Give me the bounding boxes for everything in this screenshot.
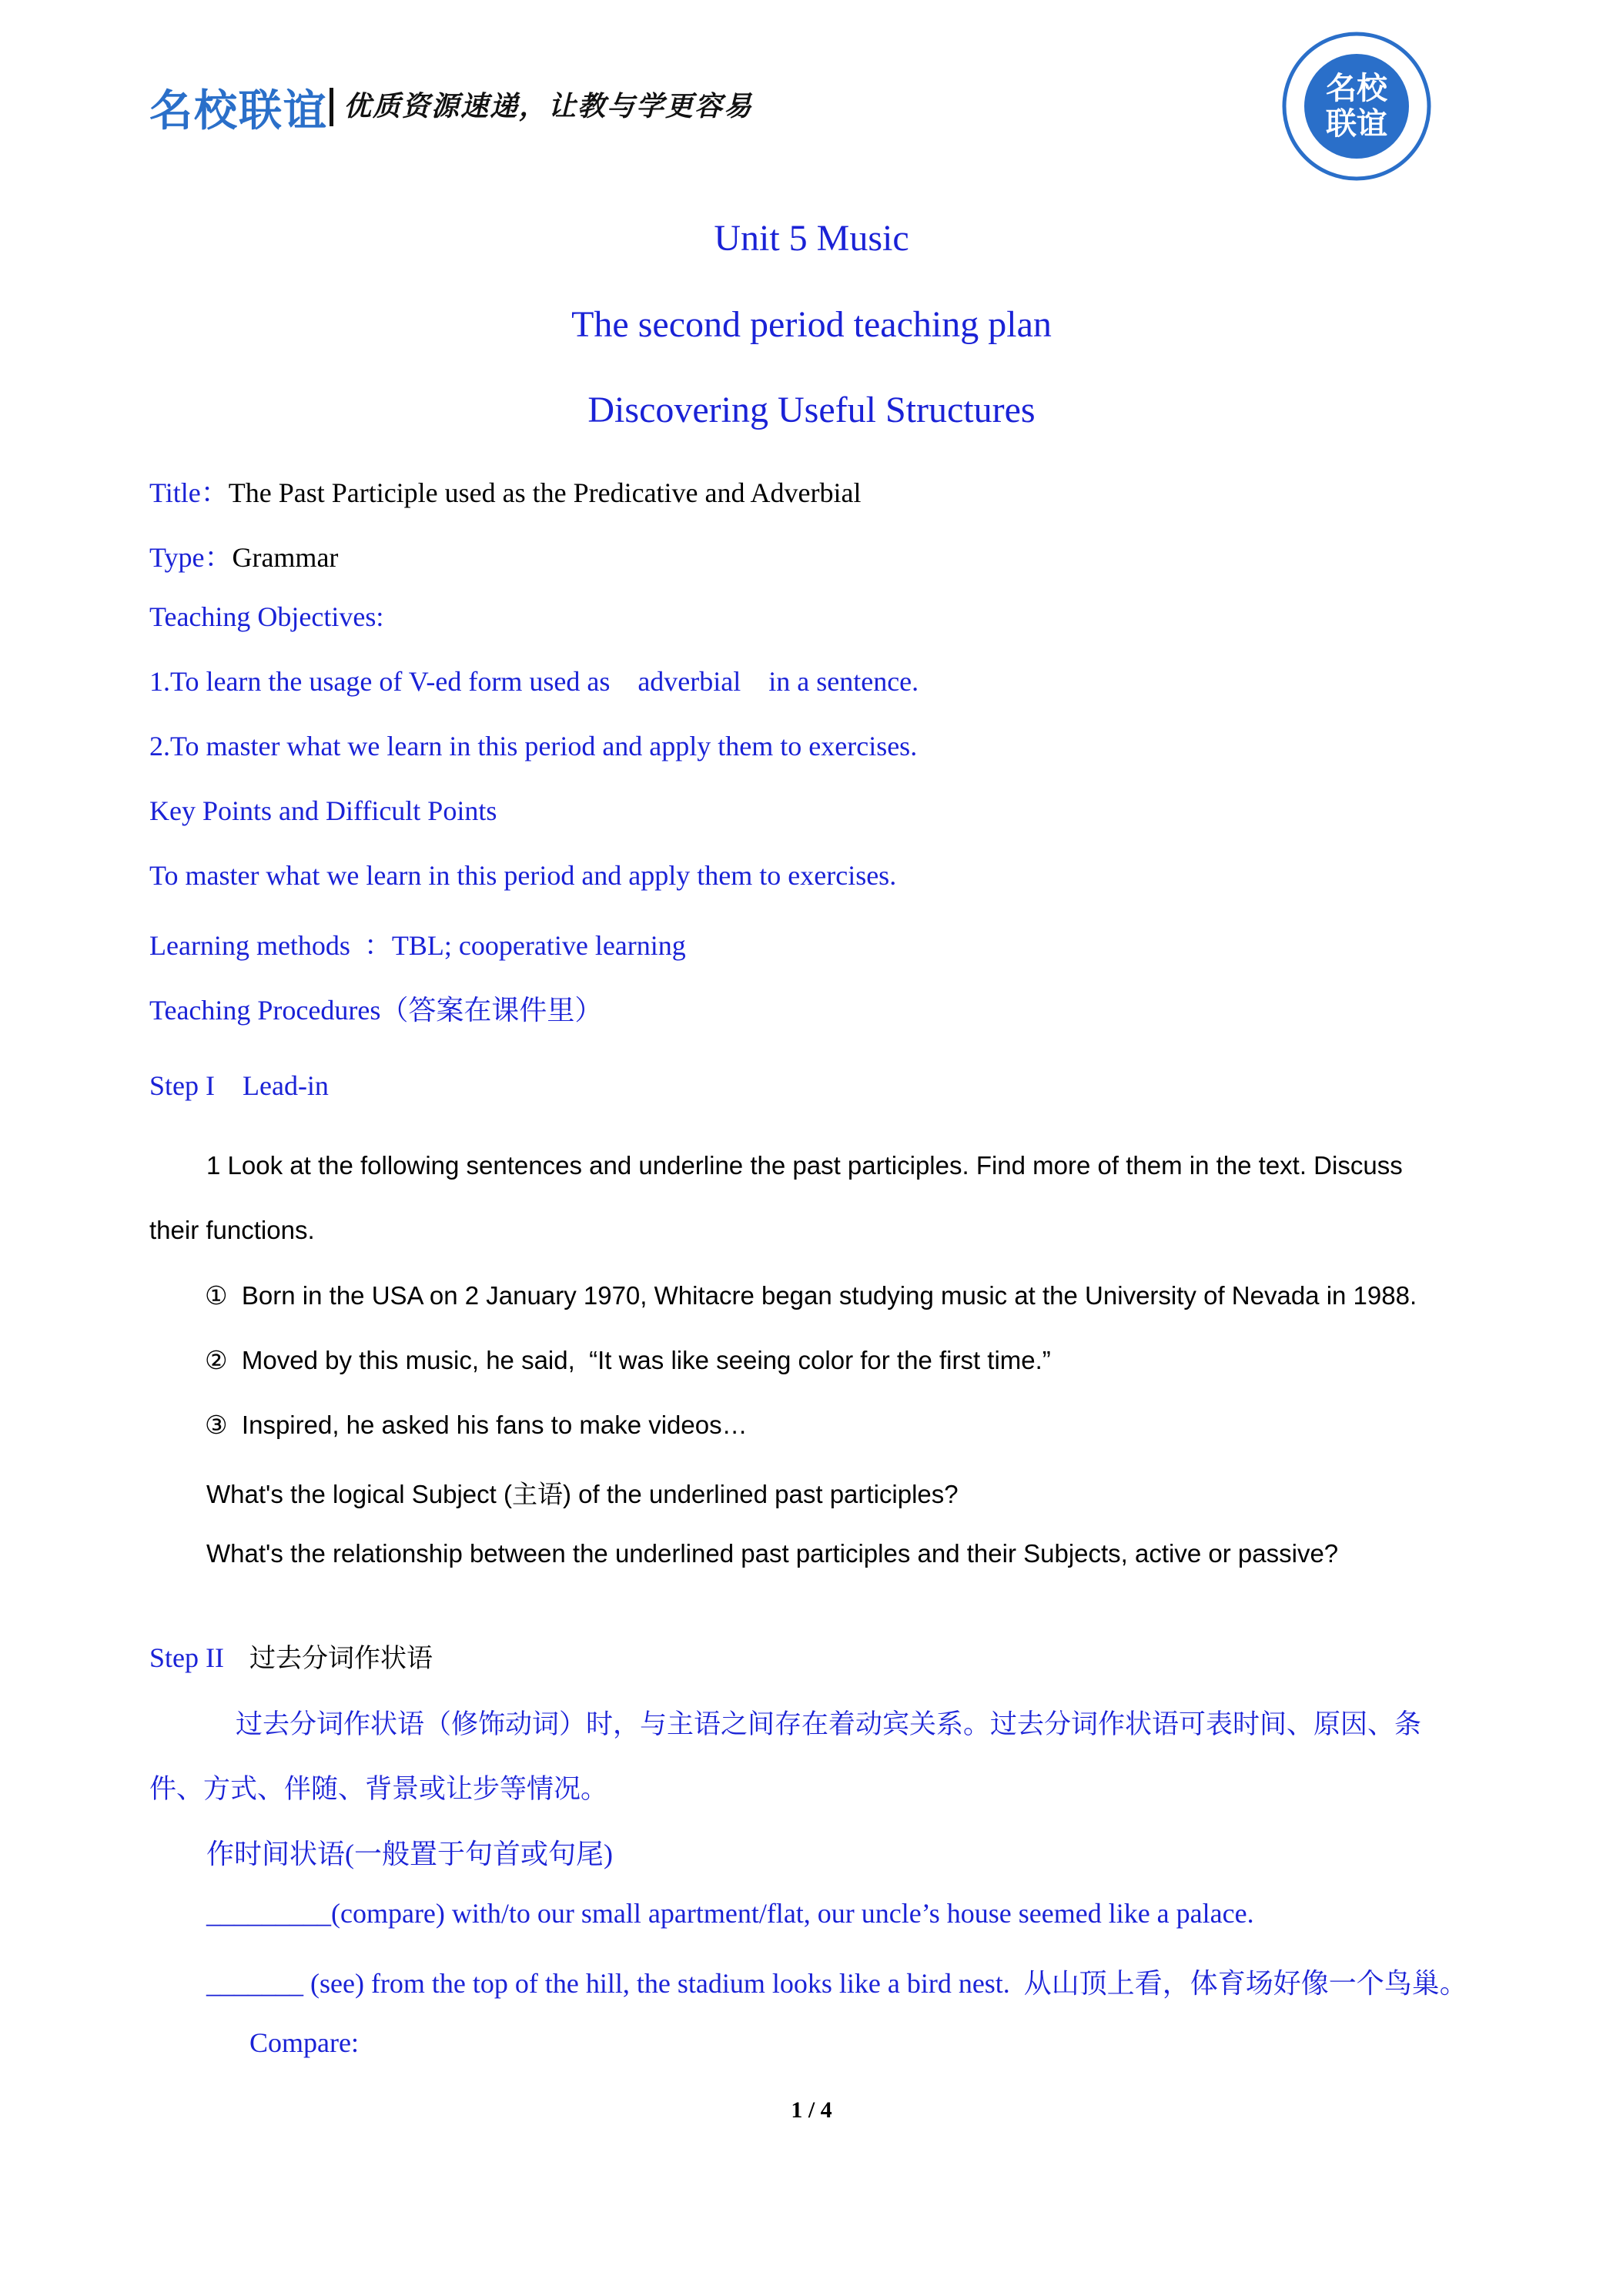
type-label: Type： bbox=[149, 542, 233, 573]
step2-label: Step II bbox=[149, 1642, 224, 1673]
step2-paragraph: 过去分词作状语（修饰动词）时，与主语之间存在着动宾关系。过去分词作状语可表时间、原因、条 bbox=[236, 1709, 1422, 1740]
svg-text:联谊: 联谊 bbox=[1326, 106, 1387, 142]
objective-2: 2.To master what we learn in this period and apply them to exercises. bbox=[149, 731, 918, 761]
section-title: Discovering Useful Structures bbox=[587, 390, 1036, 430]
compare-label: Compare: bbox=[249, 2027, 359, 2058]
exercise-sentence-2: _______ (see) from the top of the hill, the stadium looks like a bird nest. 从山顶上看，体育场好像一个鸟巢。 bbox=[206, 1968, 1467, 1999]
exercise-sentence-1: _________(compare) with/to our small apartment/flat, our uncle’s house seemed like a palace. bbox=[206, 1898, 1254, 1929]
type-value: Grammar bbox=[232, 542, 339, 573]
example-sentence-3: ③ Inspired, he asked his fans to make videos… bbox=[205, 1411, 748, 1439]
step1-heading: Step I Lead-in bbox=[149, 1070, 329, 1101]
type-line bbox=[149, 536, 338, 575]
step2-title-cn: 过去分词作状语 bbox=[249, 1643, 433, 1674]
lesson-title-line bbox=[149, 471, 861, 510]
header-divider bbox=[330, 88, 333, 126]
time-adverbial-heading: 作时间状语(一般置于句首或句尾) bbox=[206, 1839, 613, 1869]
learning-methods: Learning methods ：TBL; cooperative learning bbox=[149, 930, 686, 961]
title-value: The Past Participle used as the Predicative and Adverbial bbox=[228, 477, 862, 508]
page-number: 1 / 4 bbox=[791, 2097, 832, 2123]
step2-heading bbox=[149, 1637, 433, 1675]
key-points-heading: Key Points and Difficult Points bbox=[149, 795, 497, 826]
step1-instruction-cont: their functions. bbox=[149, 1216, 315, 1244]
question-2: What's the relationship between the underlined past participles and their Subjects, active or passive? bbox=[206, 1539, 1339, 1568]
step2-paragraph-cont: 件、方式、伴随、背景或让步等情况。 bbox=[149, 1774, 608, 1805]
example-sentence-1: ① Born in the USA on 2 January 1970, Whitacre began studying music at the University of Nevada in 1988. bbox=[205, 1281, 1417, 1310]
unit-title: Unit 5 Music bbox=[714, 218, 909, 259]
question-1: What's the logical Subject (主语) of the underlined past participles? bbox=[206, 1480, 959, 1508]
brand-slogan: 优质资源速递，让教与学更容易 bbox=[343, 91, 754, 122]
brand-logo-text: 名校联谊 bbox=[149, 86, 328, 136]
svg-text:名校: 名校 bbox=[1326, 71, 1387, 106]
objectives-heading: Teaching Objectives: bbox=[149, 601, 384, 632]
teaching-procedures: Teaching Procedures（答案在课件里） bbox=[149, 995, 603, 1026]
title-label: Title： bbox=[149, 477, 229, 508]
step1-instruction: 1 Look at the following sentences and underline the past participles. Find more of them in the text. Discuss bbox=[206, 1151, 1403, 1180]
school-seal-logo bbox=[1281, 31, 1432, 182]
objective-1: 1.To learn the usage of V-ed form used as adverbial in a sentence. bbox=[149, 666, 919, 697]
example-sentence-2: ② Moved by this music, he said, “It was like seeing color for the first time.” bbox=[205, 1346, 1051, 1374]
key-points-text: To master what we learn in this period and apply them to exercises. bbox=[149, 860, 897, 891]
period-title: The second period teaching plan bbox=[571, 304, 1052, 345]
